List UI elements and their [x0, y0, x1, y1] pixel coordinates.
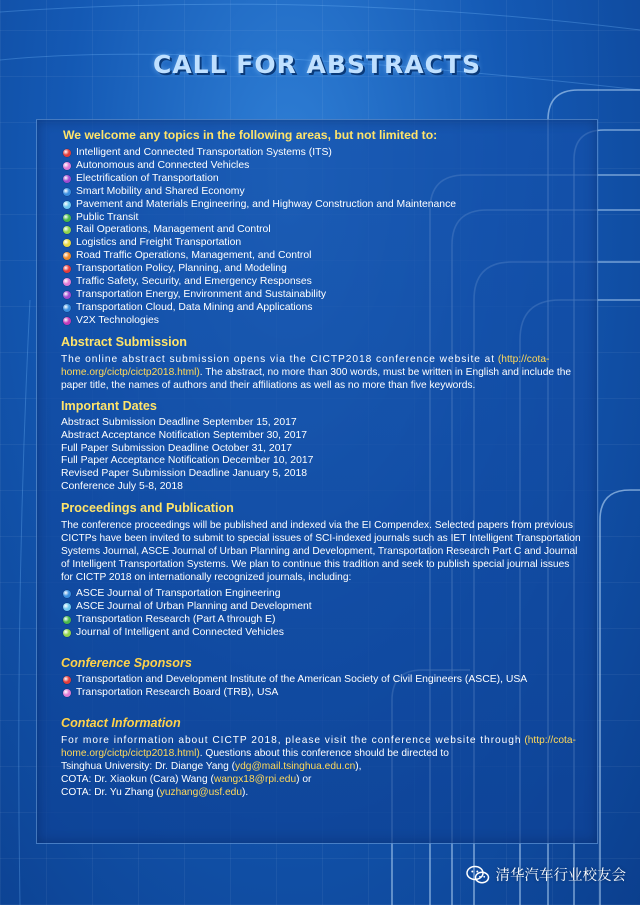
proceedings-text: The conference proceedings will be published and indexed via the EI Compendex. Selected papers from previous CICTPs have been invited to submit to special issues of SCI-indexed journals such as IET Intelligent Transportation Systems Journal, ASCE Journal of Urban Planning and Development, Transportation Research Part C and Journal of Intelligent Transportation Systems. We plan to continue this tradition and seek to publish special journal issues for CICTP 2018 on internationally recognized journals, including:	[61, 519, 581, 584]
list-item: Logistics and Freight Transportation	[61, 237, 581, 250]
bullet-icon	[63, 304, 71, 312]
date-item: Revised Paper Submission Deadline January 5, 2018	[61, 468, 308, 480]
topics-list	[61, 147, 581, 328]
bullet-icon	[63, 201, 71, 209]
welcome-heading: We welcome any topics in the following areas, but not limited to:	[63, 128, 438, 142]
bullet-icon	[63, 317, 71, 325]
bullet-icon	[63, 676, 71, 684]
list-item: Transportation Energy, Environment and Sustainability	[61, 289, 581, 302]
bullet-icon	[63, 590, 71, 598]
tsinghua-email-link[interactable]: ydg@mail.tsinghua.edu.cn	[235, 760, 356, 772]
contact-text: For more information about CICTP 2018, please visit the conference website through (http://cota-home.org/cictp/cictp2018.html). Questions about this conference should be directed to Tsinghua University: Dr. Diange Yang (ydg@mail.tsinghua.edu.cn), COTA: Dr. Xiaokun (Cara) Wang (wangx18@rpi.edu) or COTA: Dr. Yu Zhang (yuzhang@usf.edu).	[61, 734, 576, 799]
bullet-icon	[63, 252, 71, 260]
date-item: Abstract Submission Deadline September 15, 2017	[61, 416, 297, 428]
sponsors-list	[61, 674, 581, 700]
list-item: Smart Mobility and Shared Economy	[61, 186, 581, 199]
bullet-icon	[63, 616, 71, 624]
bullet-icon	[63, 214, 71, 222]
proceedings-heading: Proceedings and Publication	[61, 500, 234, 515]
abstract-submission-heading: Abstract Submission	[61, 334, 187, 349]
bullet-icon	[63, 175, 71, 183]
bullet-icon	[63, 188, 71, 196]
cota-zhang-email-link[interactable]: yuzhang@usf.edu	[159, 787, 242, 799]
list-item: Autonomous and Connected Vehicles	[61, 160, 581, 173]
cota-wang-email-link[interactable]: wangx18@rpi.edu	[213, 773, 297, 785]
page-title: CALL FOR ABSTRACTS	[152, 50, 481, 79]
list-item: Pavement and Materials Engineering, and Highway Construction and Maintenance	[61, 199, 581, 212]
bullet-icon	[63, 149, 71, 157]
list-item: Intelligent and Connected Transportation Systems (ITS)	[61, 147, 581, 160]
content	[61, 128, 581, 799]
abstract-submission-text: The online abstract submission opens via the CICTP2018 conference website at (http://cota-home.org/cictp/cictp2018.html). The abstract, no more than 300 words, must be written in English and include the paper title, the names of authors and their affiliations as well as no more than five keywords.	[61, 353, 572, 391]
list-item: V2X Technologies	[61, 315, 581, 328]
list-item: Journal of Intelligent and Connected Vehicles	[61, 627, 581, 640]
important-dates-heading: Important Dates	[61, 398, 157, 413]
bullet-icon	[63, 265, 71, 273]
bullet-icon	[63, 226, 71, 234]
journals-list	[61, 588, 581, 640]
bullet-icon	[63, 629, 71, 637]
watermark	[466, 864, 627, 885]
list-item: Road Traffic Operations, Management, and Control	[61, 250, 581, 263]
bullet-icon	[63, 603, 71, 611]
list-item: Transportation Policy, Planning, and Modeling	[61, 263, 581, 276]
list-item: Traffic Safety, Security, and Emergency Responses	[61, 276, 581, 289]
dates-list	[61, 417, 581, 494]
contact-heading: Contact Information	[61, 715, 181, 730]
list-item: Transportation Research (Part A through E)	[61, 614, 581, 627]
sponsors-heading: Conference Sponsors	[61, 655, 192, 670]
bullet-icon	[63, 689, 71, 697]
website-link[interactable]: (http://cota-home.org/cictp/cictp2018.html)	[61, 734, 576, 759]
list-item: Transportation Cloud, Data Mining and Applications	[61, 302, 581, 315]
list-item: ASCE Journal of Urban Planning and Development	[61, 601, 581, 614]
date-item: Full Paper Acceptance Notification December 10, 2017	[61, 455, 314, 467]
bullet-icon	[63, 239, 71, 247]
bullet-icon	[63, 278, 71, 286]
list-item: ASCE Journal of Transportation Engineering	[61, 588, 581, 601]
bullet-icon	[63, 162, 71, 170]
list-item: Transportation and Development Institute of the American Society of Civil Engineers (ASCE), USA	[61, 674, 581, 687]
date-item: Abstract Acceptance Notification September 30, 2017	[61, 429, 308, 441]
website-link[interactable]: (http://cota-home.org/cictp/cictp2018.html)	[61, 353, 550, 378]
bullet-icon	[63, 291, 71, 299]
date-item: Full Paper Submission Deadline October 31, 2017	[61, 442, 293, 454]
list-item: Public Transit	[61, 212, 581, 225]
watermark-text: 清华汽车行业校友会	[495, 868, 626, 884]
list-item: Transportation Research Board (TRB), USA	[61, 687, 581, 700]
list-item: Rail Operations, Management and Control	[61, 224, 581, 237]
list-item: Electrification of Transportation	[61, 173, 581, 186]
wechat-icon	[466, 865, 490, 885]
date-item: Conference July 5-8, 2018	[61, 480, 183, 492]
